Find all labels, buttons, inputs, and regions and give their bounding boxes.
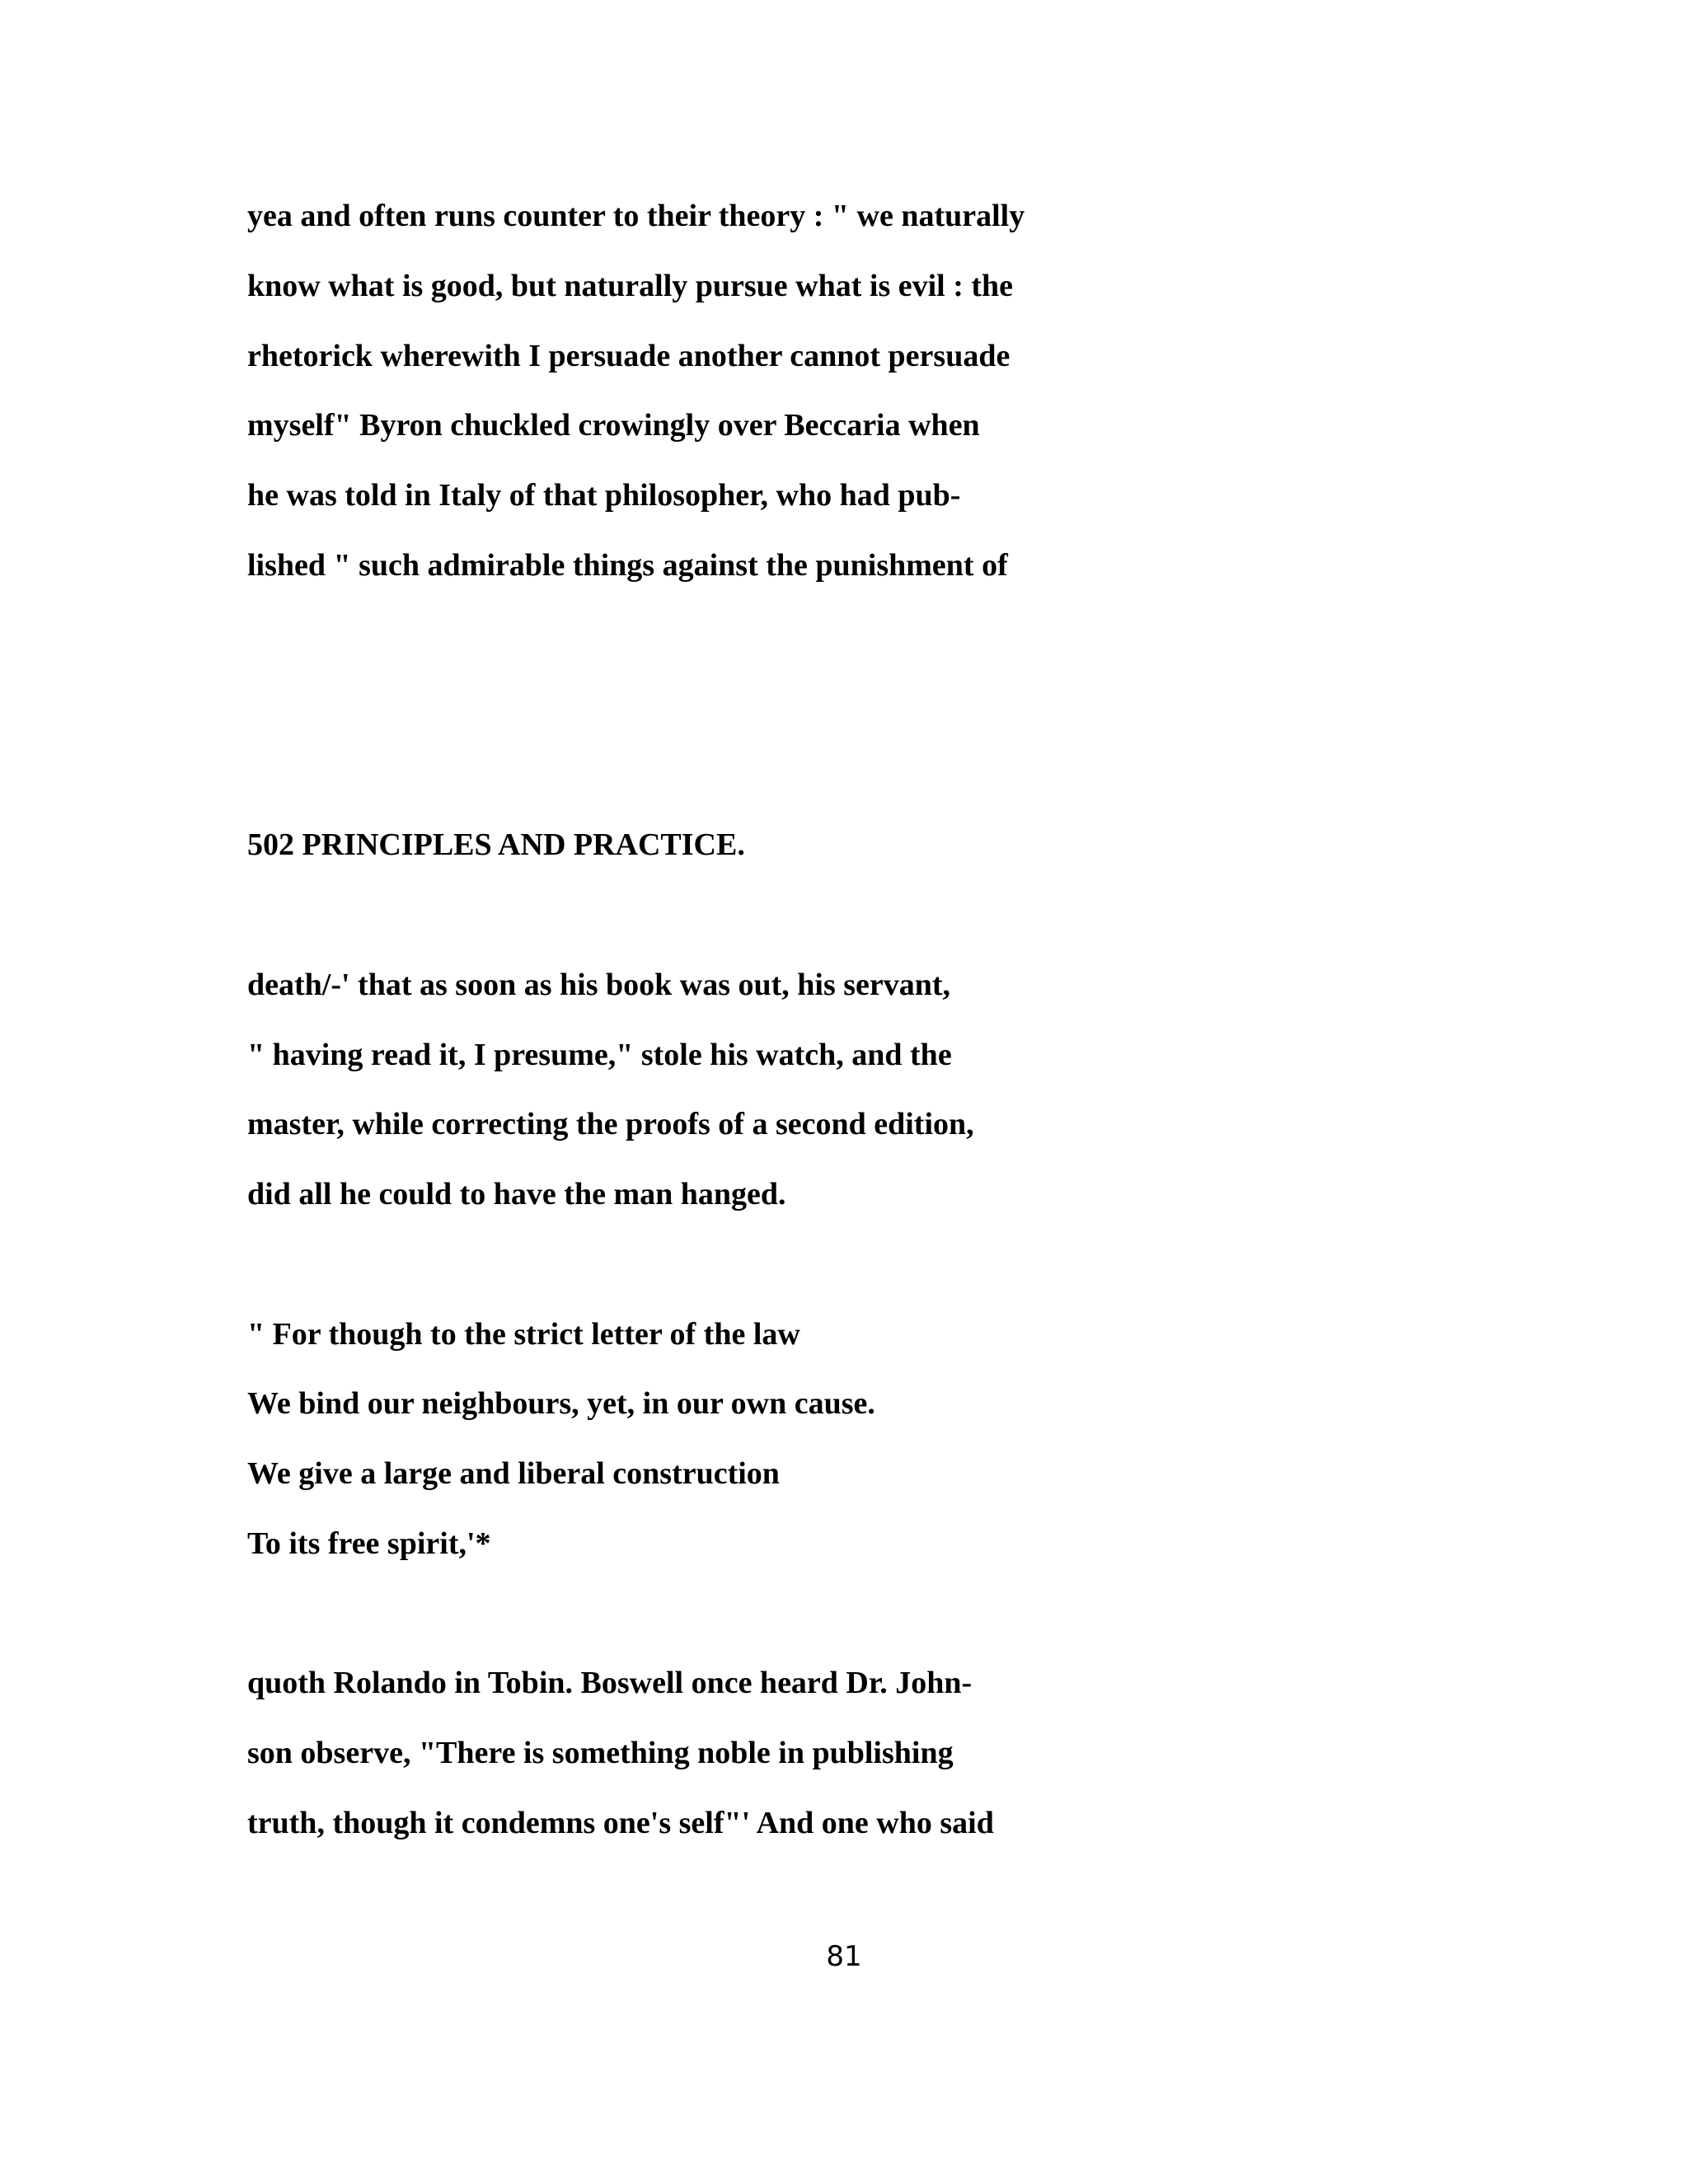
text-line: truth, though it condemns one's self"' And one who said <box>247 1806 994 1840</box>
verse-line: To its free spirit,'* <box>247 1526 491 1561</box>
text-line: myself" Byron chuckled crowingly over Beccaria when <box>247 408 980 443</box>
verse-line: " For though to the strict letter of the law <box>247 1317 800 1352</box>
page-number: 81 <box>826 1940 862 1973</box>
text-line: quoth Rolando in Tobin. Boswell once heard Dr. John- <box>247 1666 973 1700</box>
text-line: master, while correcting the proofs of a second edition, <box>247 1107 974 1141</box>
text-line: lished " such admirable things against the punishment of <box>247 548 1008 583</box>
text-line: know what is good, but naturally pursue what is evil : the <box>247 269 1014 303</box>
verse-line: We give a large and liberal construction <box>247 1456 780 1491</box>
text-line: son observe, "There is something noble in publishing <box>247 1736 954 1770</box>
text-line: yea and often runs counter to their theory : " we naturally <box>247 199 1025 233</box>
text-line: he was told in Italy of that philosopher, who had pub- <box>247 478 961 513</box>
text-line: " having read it, I presume," stole his watch, and the <box>247 1038 952 1072</box>
text-line: death/-' that as soon as his book was out, his servant, <box>247 968 951 1002</box>
verse-line: We bind our neighbours, yet, in our own cause. <box>247 1386 875 1421</box>
running-header: 502 PRINCIPLES AND PRACTICE. <box>247 827 745 862</box>
text-line: rhetorick wherewith I persuade another cannot persuade <box>247 339 1010 373</box>
text-line: did all he could to have the man hanged. <box>247 1177 786 1212</box>
